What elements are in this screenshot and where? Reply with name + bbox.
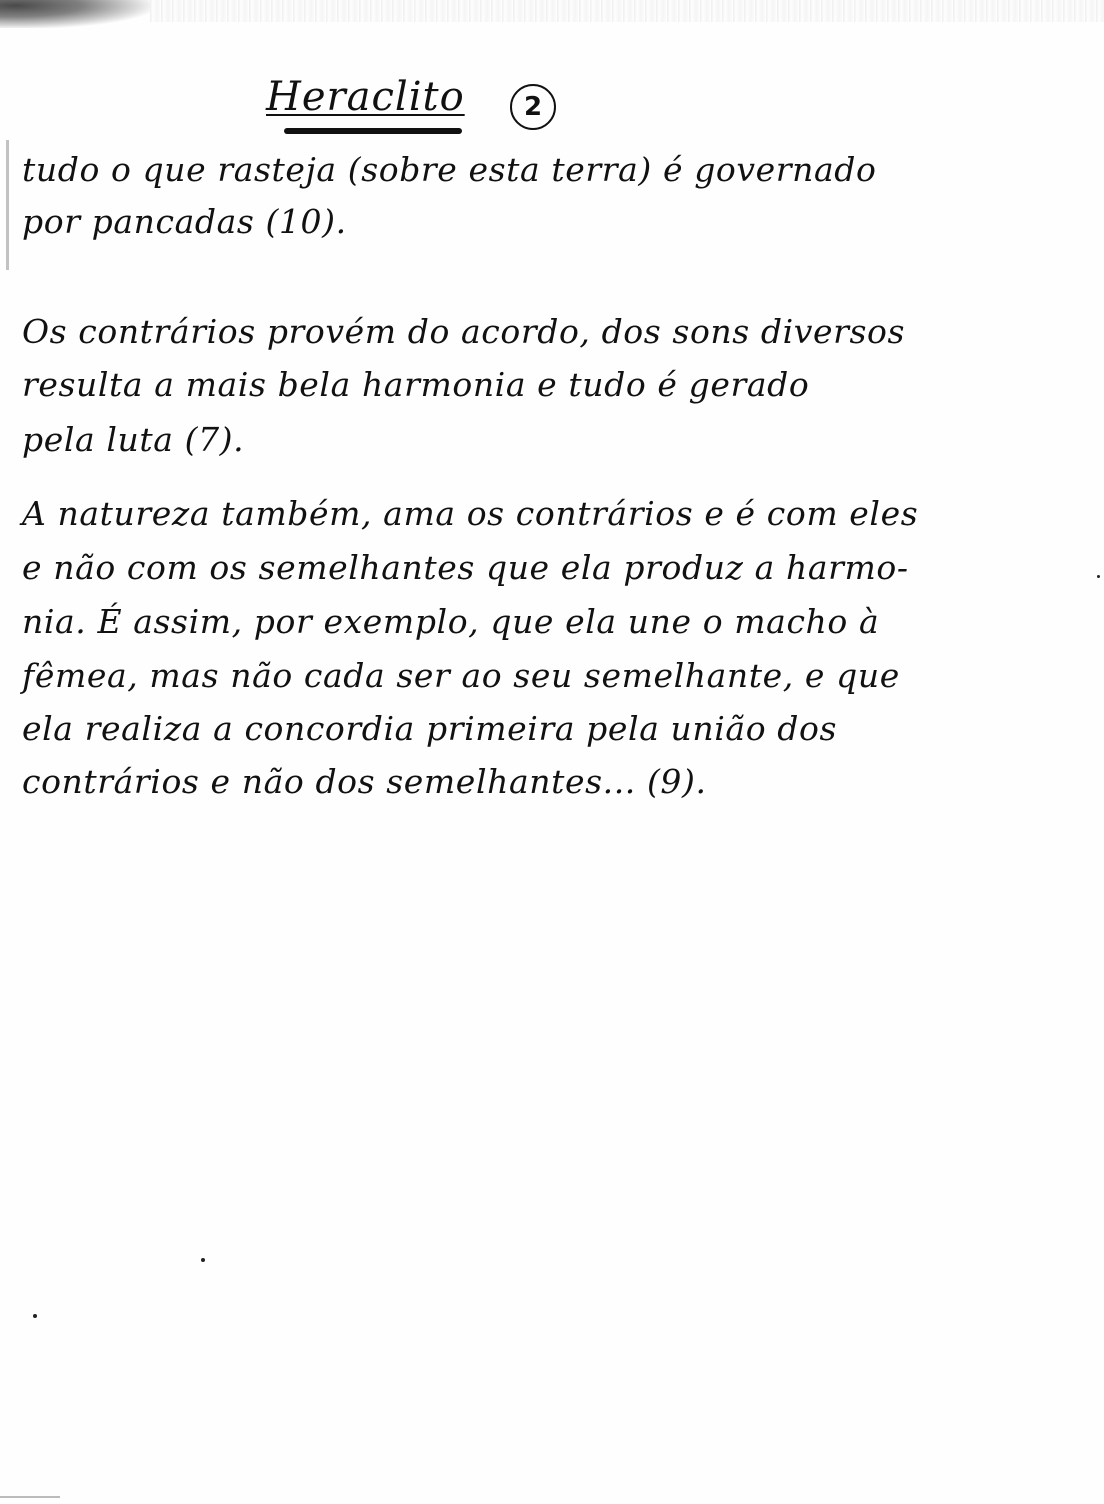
scan-shadow-corner [0, 0, 150, 28]
page-number-circled: 2 [510, 84, 556, 130]
ink-speck [201, 1258, 205, 1262]
text-line: A natureza também, ama os contrários e é com eles [22, 494, 919, 533]
ink-speck [1097, 575, 1100, 578]
scan-edge-mark-bottom [0, 1496, 60, 1498]
text-line: ela realiza a concordia primeira pela união dos [22, 709, 837, 748]
text-line: e não com os semelhantes que ela produz a harmo- [22, 548, 909, 587]
text-line: pela luta (7). [22, 420, 245, 459]
heading [262, 68, 592, 138]
text-line: fêmea, mas não cada ser ao seu semelhante, e que [22, 656, 900, 695]
text-line: Os contrários provém do acordo, dos sons diversos [22, 312, 906, 351]
page-title: Heraclito [266, 74, 465, 120]
text-line: contrários e não dos semelhantes... (9). [22, 762, 707, 801]
text-line: por pancadas (10). [22, 202, 347, 241]
scan-edge-mark [6, 140, 9, 270]
text-line: resulta a mais bela harmonia e tudo é gerado [22, 365, 810, 404]
title-underline [284, 128, 462, 134]
ink-speck [33, 1314, 37, 1318]
scan-noise-top [150, 0, 1104, 22]
text-line: nia. É assim, por exemplo, que ela une o macho à [22, 602, 880, 641]
text-line: tudo o que rasteja (sobre esta terra) é governado [22, 150, 877, 189]
